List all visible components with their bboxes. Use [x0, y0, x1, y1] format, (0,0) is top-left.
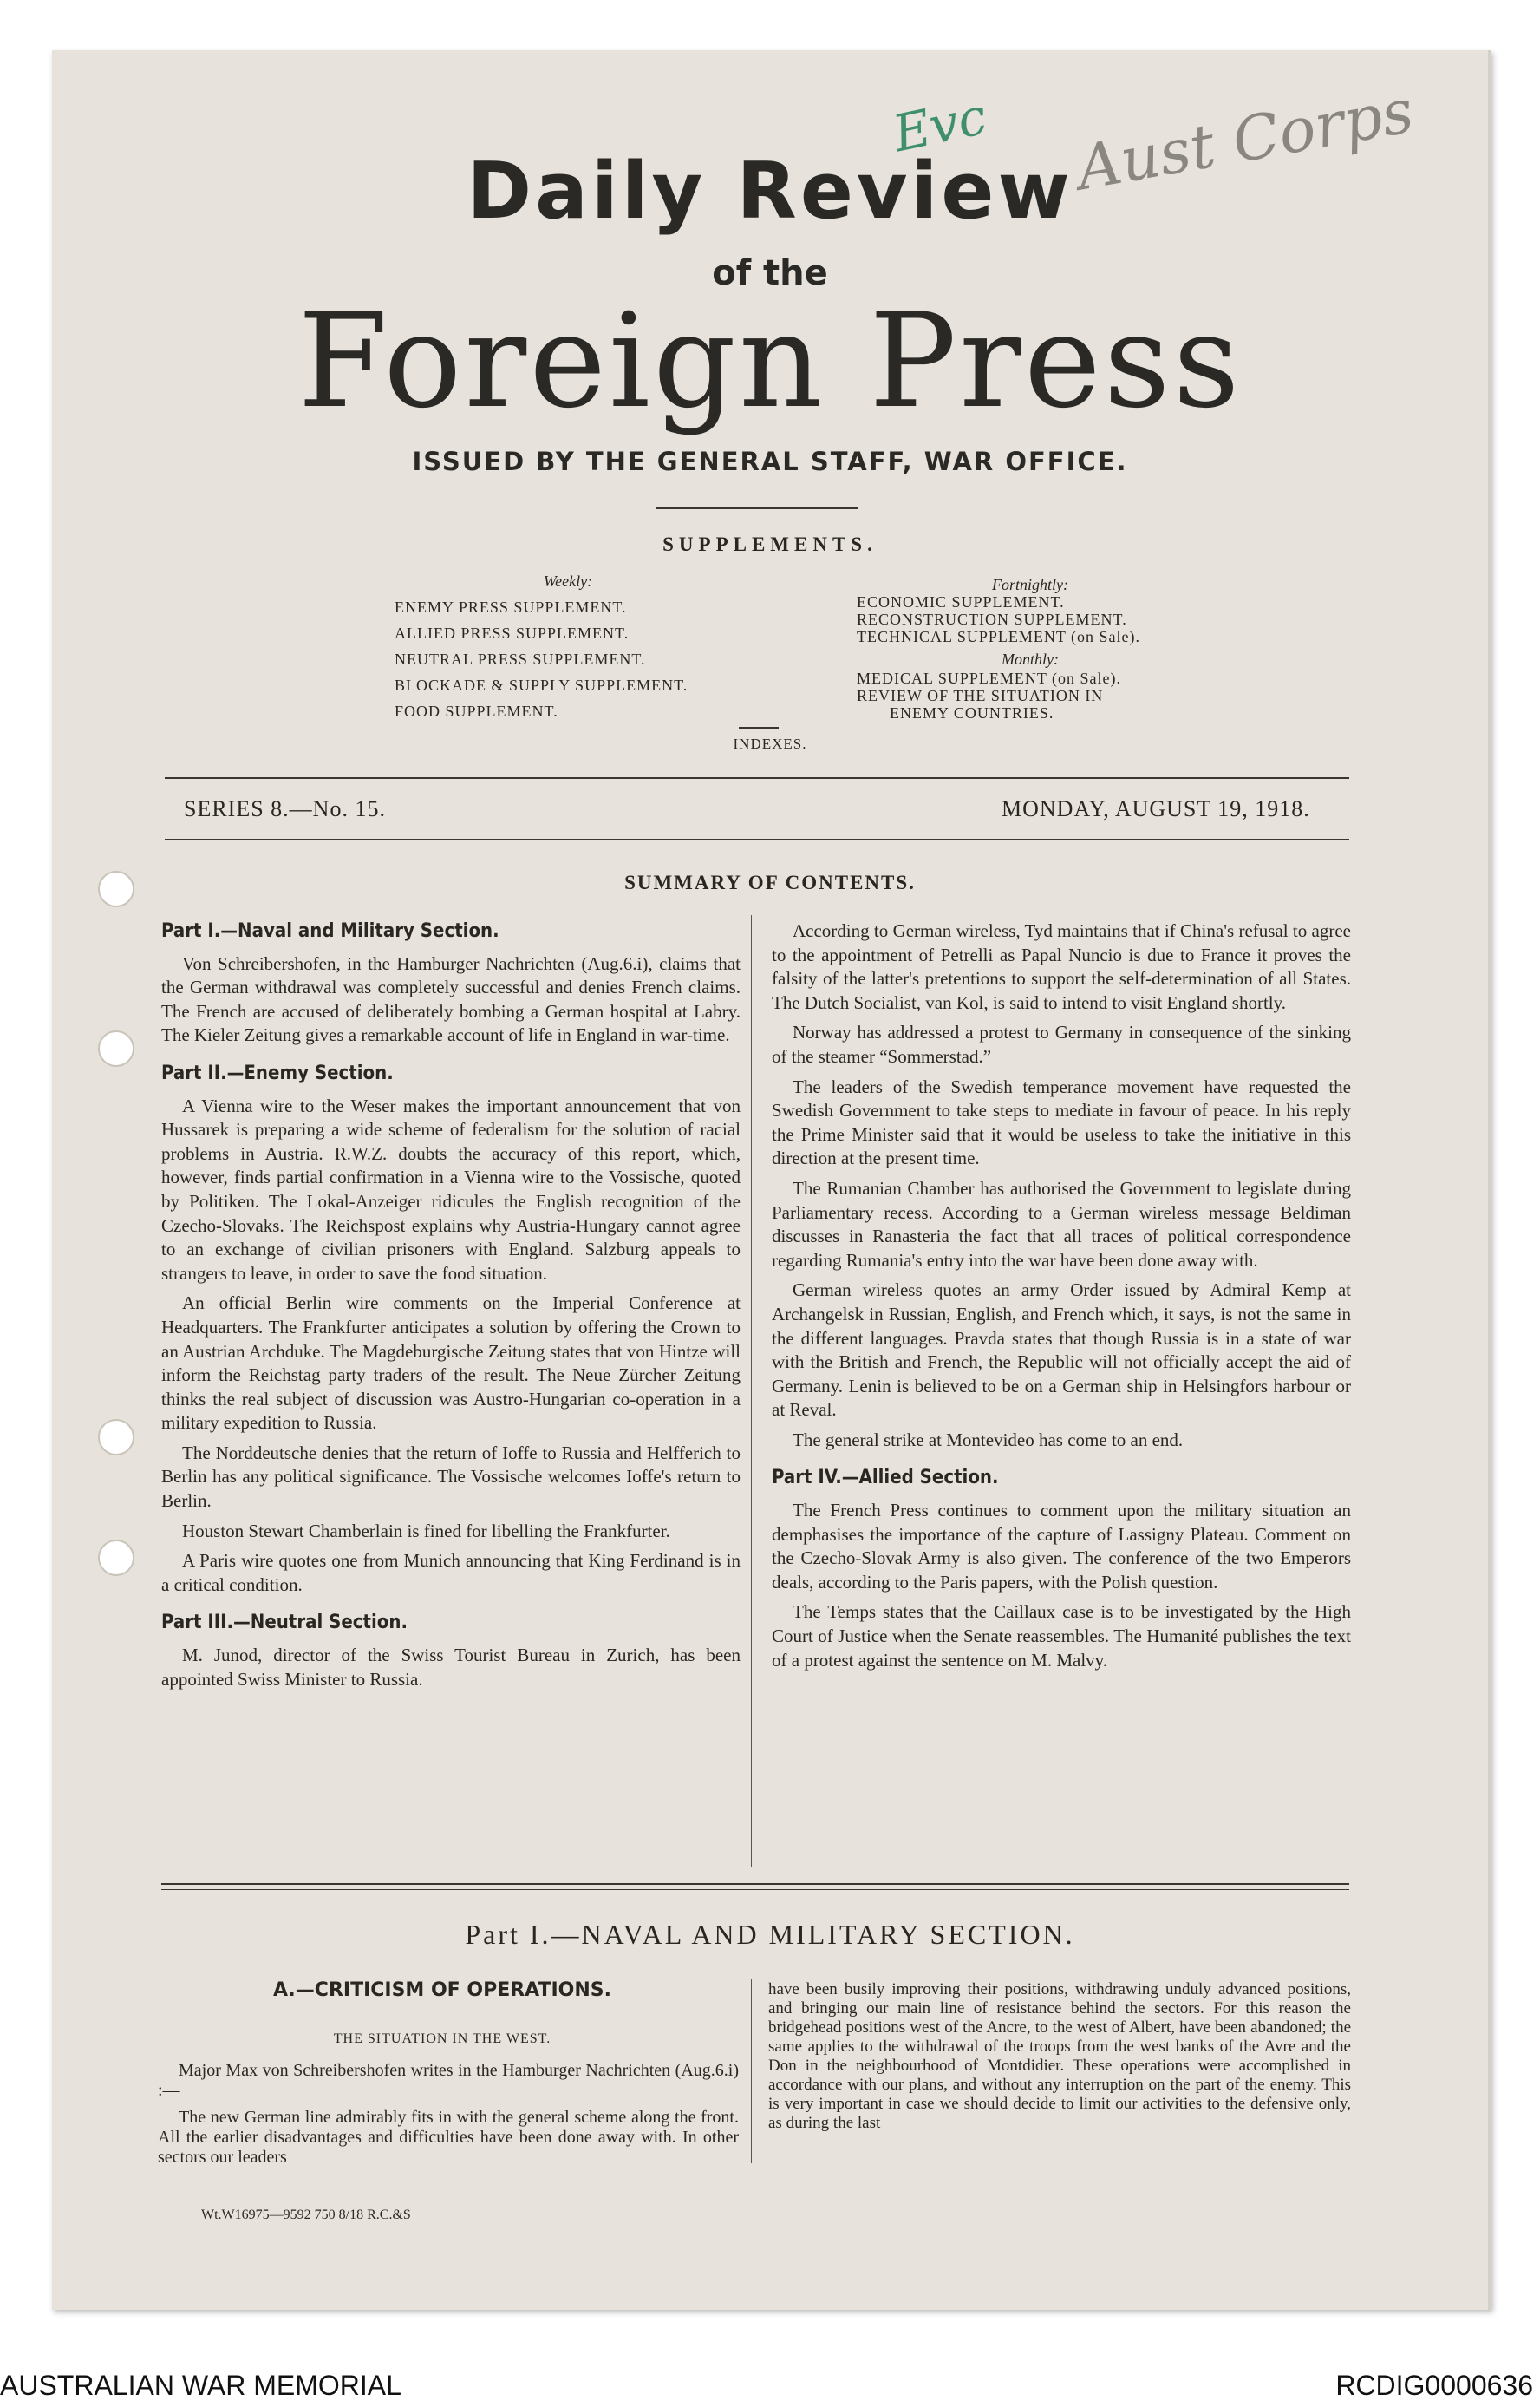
- weekly-list: [395, 594, 688, 724]
- paragraph: The Norddeutsche denies that the return of Ioffe to Russia and Helfferich to Berlin has any political significance. The Vossische welcomes Ioffe's return to Berlin.: [161, 1442, 741, 1512]
- masthead-of-the: of the: [712, 253, 828, 293]
- paragraph: An official Berlin wire comments on the Imperial Conference at Headquarters. The Frankfurter anticipates a solution by offering the Crown to an Austrian Archduke. The Magdeburgische Zeitung states that von Hintze will inform the Reichstag party traders of the result. The Neue Zürcher Zeitung thinks the real subject of discussion was Austro-Hungarian co-operation in a military expedition to Russia.: [161, 1292, 741, 1434]
- paragraph: M. Junod, director of the Swiss Tourist Bureau in Zurich, has been appointed Swiss Minister to Russia.: [161, 1645, 741, 1690]
- weekly-label: Weekly:: [543, 572, 593, 590]
- article-right-column: [768, 1980, 1351, 2140]
- rule-top: [165, 777, 1349, 779]
- paragraph: Norway has addressed a protest to Germany in consequence of the sinking of the steamer “Sommerstad.”: [772, 1022, 1351, 1067]
- handwritten-note: Evc: [888, 86, 992, 164]
- fortnightly-label: Fortnightly:: [992, 576, 1068, 593]
- supplement-item: BLOCKADE & SUPPLY SUPPLEMENT.: [395, 677, 688, 694]
- column-divider: [751, 915, 752, 1867]
- series-number: SERIES 8.—No. 15.: [184, 796, 386, 821]
- subheading-criticism: A.—CRITICISM OF OPERATIONS.: [273, 1979, 611, 2001]
- paragraph: have been busily improving their positions, withdrawing unduly advanced positions, and bringing our main line of resistance behind the sectors. For this reason the bridgehead positions west of the Ancre, to the west of Albert, have been abandoned; the same applies to the withdrawal of the troops from the west banks of the Avre and the Don in the neighbourhood of Montdidier. These operations were accomplished in accordance with our plans, and without any interruption on the part of the enemy. This is very important in case we should decide to limit our activities to the defensive only, as during the last: [768, 1980, 1351, 2132]
- summary-left-column: [161, 919, 741, 1697]
- summary-title: SUMMARY OF CONTENTS.: [624, 872, 916, 893]
- issue-date: MONDAY, AUGUST 19, 1918.: [1002, 796, 1310, 821]
- subheading-situation: THE SITUATION IN THE WEST.: [333, 2031, 551, 2046]
- divider: [739, 727, 779, 729]
- paragraph: A Paris wire quotes one from Munich announcing that King Ferdinand is in a critical condition.: [161, 1550, 741, 1595]
- supplement-item: MEDICAL SUPPLEMENT (on Sale).: [857, 670, 1121, 687]
- supplement-item: ALLIED PRESS SUPPLEMENT.: [395, 625, 630, 642]
- supplement-item: ENEMY COUNTRIES.: [890, 704, 1054, 722]
- paragraph: Major Max von Schreibershofen writes in the Hamburger Nachrichten (Aug.6.i) :—: [158, 2061, 739, 2100]
- masthead-main: Foreign Press: [297, 286, 1243, 437]
- section-heading: Part IV.—Allied Section.: [772, 1467, 999, 1489]
- printer-mark: Wt.W16975—9592 750 8/18 R.C.&S: [201, 2208, 411, 2222]
- rule-double: [161, 1883, 1349, 1885]
- paragraph: The Temps states that the Caillaux case is to be investigated by the High Court of Justice when the Senate reassembles. The Humanité publishes the text of a protest against the sentence on M. Malvy.: [772, 1601, 1351, 1671]
- paragraph: The new German line admirably fits in with the general scheme along the front. All the earlier disadvantages and difficulties have been done away with. In other sectors our leaders: [158, 2108, 739, 2167]
- paragraph: Von Schreibershofen, in the Hamburger Nachrichten (Aug.6.i), claims that the German withdrawal was completely successful and denies French claims. The French are accused of deliberately bombing a German hospital at Labry. The Kieler Zeitung gives a remarkable account of life in England in war-time.: [161, 952, 741, 1046]
- monthly-list: [857, 670, 1121, 722]
- supplement-item: RECONSTRUCTION SUPPLEMENT.: [857, 611, 1127, 628]
- section-heading: Part II.—Enemy Section.: [161, 1062, 394, 1084]
- footer-credit: AUSTRALIAN WAR MEMORIAL: [0, 2370, 401, 2401]
- rule-double: [161, 1889, 1349, 1890]
- paragraph: The French Press continues to comment upon the military situation an demphasises the importance of the capture of Lassigny Plateau. Comment on the Czecho-Slovak Army is also given. The conference of the two Emperors deals, according to the Paris papers, with the Polish question.: [772, 1500, 1351, 1593]
- punch-hole: [98, 1540, 134, 1576]
- fortnightly-list: [857, 593, 1140, 645]
- divider: [656, 507, 858, 509]
- column-divider: [751, 1979, 752, 2163]
- section-heading: Part III.—Neutral Section.: [161, 1612, 408, 1634]
- paragraph: German wireless quotes an army Order issued by Admiral Kemp at Archangelsk in Russian, English, and French which, it says, is not the same in the different languages. Pravda states that though Russia is in a state of war with the British and French, the Republic will not officially accept the aid of Germany. Lenin is believed to be on a German ship in Helsingfors harbour or at Reval.: [772, 1279, 1351, 1421]
- supplements-title: SUPPLEMENTS.: [662, 533, 878, 555]
- supplement-item: FOOD SUPPLEMENT.: [395, 703, 558, 720]
- section-heading: Part I.—Naval and Military Section.: [161, 920, 499, 942]
- punch-hole: [98, 1030, 134, 1067]
- paragraph: The Rumanian Chamber has authorised the Government to legislate during Parliamentary recess. According to a German wireless message Beldiman discusses in Ranasteria the fact that all traces of political correspondence regarding Rumania's entry into the war have been done away with.: [772, 1177, 1351, 1271]
- summary-right-column: [772, 919, 1351, 1678]
- masthead-issued: ISSUED BY THE GENERAL STAFF, WAR OFFICE.: [412, 447, 1128, 476]
- paragraph: The general strike at Montevideo has come to an end.: [793, 1429, 1184, 1450]
- paragraph: The leaders of the Swedish temperance movement have requested the Swedish Government to take steps to mediate in favour of peace. In his reply the Prime Minister said that it would be useless to take the initiative in this direction at the present time.: [772, 1076, 1351, 1169]
- footer-id: RCDIG0000636: [1335, 2370, 1533, 2401]
- paragraph: Houston Stewart Chamberlain is fined for libelling the Frankfurter.: [182, 1520, 670, 1541]
- supplement-item: TECHNICAL SUPPLEMENT (on Sale).: [857, 628, 1140, 645]
- supplement-item: REVIEW OF THE SITUATION IN: [857, 687, 1104, 704]
- monthly-label: Monthly:: [1002, 651, 1059, 668]
- part1-heading: Part I.—NAVAL AND MILITARY SECTION.: [465, 1919, 1075, 1950]
- supplement-item: NEUTRAL PRESS SUPPLEMENT.: [395, 651, 646, 668]
- indexes: INDEXES.: [733, 736, 807, 752]
- supplement-item: ECONOMIC SUPPLEMENT.: [857, 593, 1065, 611]
- article-left-column: [158, 2061, 739, 2175]
- handwritten-note: Aust Corps: [1071, 75, 1419, 205]
- rule-bottom: [165, 839, 1349, 840]
- paragraph: According to German wireless, Tyd maintains that if China's refusal to agree to the appointment of Petrelli as Papal Nuncio is due to France it proves the falsity of the latter's pretentions to support the self-determination of all States. The Dutch Socialist, van Kol, is said to intend to visit England shortly.: [772, 920, 1351, 1013]
- supplement-item: ENEMY PRESS SUPPLEMENT.: [395, 598, 627, 616]
- masthead-title: Daily Review: [467, 146, 1073, 237]
- paragraph: A Vienna wire to the Weser makes the important announcement that von Hussarek is preparing a wide scheme of federalism for the solution of racial problems in Austria. R.W.Z. doubts the accuracy of this report, which, however, finds partial confirmation in a Vienna wire to the Vossische, quoted by Politiken. The Lokal-Anzeiger ridicules the English recognition of the Czecho-Slovaks. The Reichspost explains why Austria-Hungary cannot agree to an exchange of civilian prisoners with England. Salzburg appeals to strangers to leave, in order to save the food situation.: [161, 1095, 741, 1284]
- punch-hole: [98, 1419, 134, 1455]
